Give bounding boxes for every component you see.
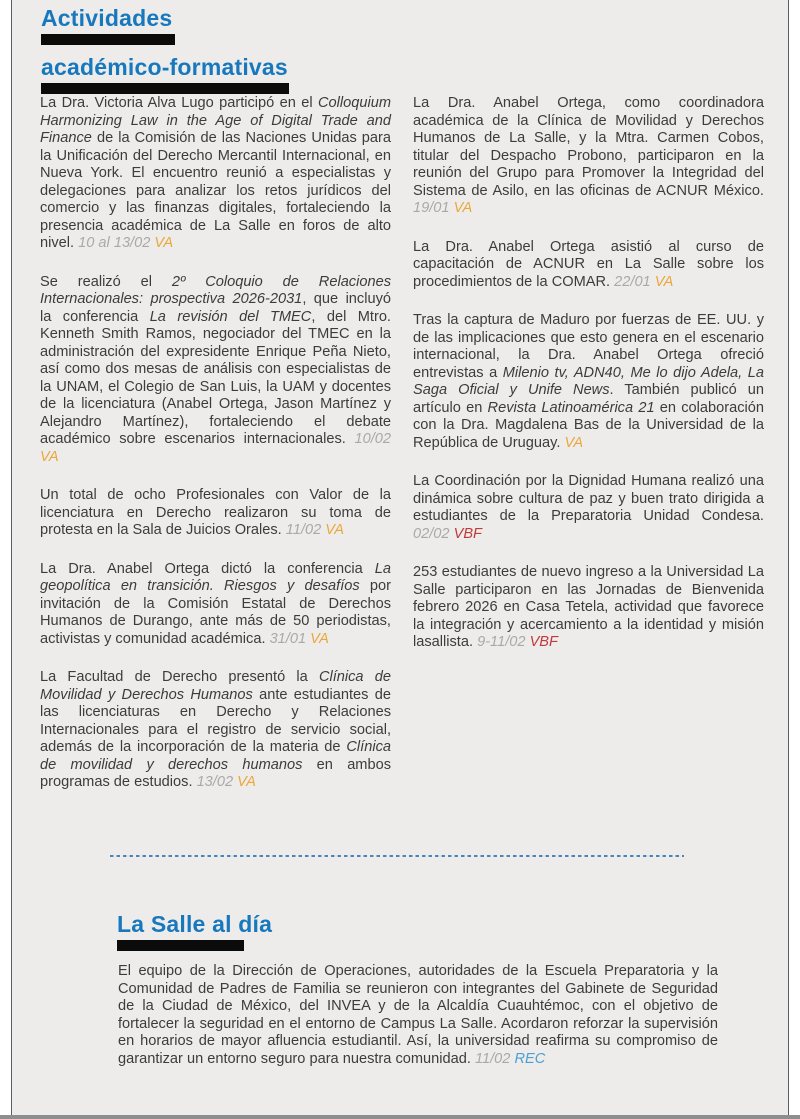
news-item bbox=[40, 95, 391, 253]
date-label: 10/02 bbox=[354, 431, 391, 447]
date-label: 11/02 bbox=[474, 1050, 511, 1067]
news-text: La Facultad de Derecho presentó la bbox=[40, 669, 319, 685]
news-text: . También publicó un artículo en bbox=[413, 382, 764, 416]
news-column-left bbox=[40, 95, 391, 813]
date-label: 19/01 bbox=[413, 200, 450, 216]
area-tag: VA bbox=[654, 273, 674, 290]
news-text: Clínica de Movilidad y Derechos Humanos bbox=[40, 669, 391, 703]
area-tag: VA bbox=[564, 434, 584, 451]
news-text: Revista Latinoamérica 21 bbox=[487, 399, 655, 416]
news-item bbox=[40, 669, 391, 792]
page-bottom-rule bbox=[0, 1115, 800, 1119]
news-text: La Dra. Victoria Alva Lugo participó en el bbox=[40, 95, 318, 111]
date-label: 10 al 13/02 bbox=[78, 235, 151, 251]
news-text: La Dra. Anabel Ortega dictó la conferencia bbox=[40, 560, 375, 577]
news-text: La Dra. Anabel Ortega asistió al curso de capacitación de ACNUR en La Salle sobre los procedimientos de la COMAR. bbox=[413, 238, 764, 290]
news-item bbox=[413, 564, 764, 652]
area-tag: VA bbox=[325, 522, 344, 538]
news-item bbox=[413, 239, 764, 292]
area-tag: VA bbox=[154, 235, 174, 251]
section-title-line1: Actividades bbox=[41, 5, 173, 31]
news-text: ante estudiantes de las licenciaturas en Derecho y Relaciones Internacionales para el registro de servicio social, además de la incorporación de la materia de bbox=[40, 686, 391, 755]
news-text: en ambos programas de estudios. bbox=[40, 756, 391, 790]
title-underline-bar bbox=[117, 940, 244, 951]
area-tag: VBF bbox=[453, 525, 482, 542]
news-text: La geopolítica en transición. Riesgos y desafíos bbox=[40, 560, 391, 594]
news-text: El equipo de la Dirección de Operaciones, autoridades de la Escuela Preparatoria y la Comunidad de Padres de Familia se reunieron con integrantes del Gabinete de Seguridad de la Ciudad de México, del INVEA y de la Alcaldía Cuauhtémoc, con el objetivo de fortalecer la seguridad en el entorno de Campus La Salle. Acordaron reforzar la supervisión en horarios de mayor afluencia estudiantil. Así, la universidad reafirma su compromiso de garantizar un entorno seguro para nuestra comunidad. bbox=[118, 963, 718, 1067]
news-text: La Coordinación por la Dignidad Humana realizó una dinámica sobre cultura de paz y buen trato dirigida a estudiantes de la Preparatoria Unidad Condesa. bbox=[413, 473, 764, 524]
news-item bbox=[413, 473, 764, 543]
date-label: 13/02 bbox=[196, 774, 234, 790]
news-text: La revisión del TMEC bbox=[149, 308, 312, 325]
date-label: 9-11/02 bbox=[477, 634, 526, 650]
news-text: por invitación de la Comisión Estatal de Derechos Humanos de Durango, ante más de 50 periodistas, activistas y comunidad académica. bbox=[40, 578, 391, 647]
area-tag: VA bbox=[237, 774, 256, 790]
news-text: La Dra. Anabel Ortega, como coordinadora académica de la Clínica de Movilidad y Derechos Humanos de La Salle, y la Mtra. Carmen Cobos, titular del Despacho Probono, participaron en la reunión del Grupo para Promover la Integridad del Sistema de Asilo, en las oficinas de ACNUR México. bbox=[413, 95, 764, 199]
area-tag: REC bbox=[514, 1050, 546, 1067]
news-text: Clínica de movilidad y derechos humanos bbox=[40, 739, 391, 773]
area-tag: VA bbox=[40, 448, 59, 465]
area-tag: VBF bbox=[529, 634, 558, 650]
news-column-right bbox=[413, 95, 764, 813]
news-text: Un total de ocho Profesionales con Valor de la licenciatura en Derecho realizaron su toma de protesta en la Sala de Juicios Orales. bbox=[40, 487, 391, 538]
date-label: 31/01 bbox=[269, 630, 307, 647]
la-salle-al-dia-body bbox=[118, 963, 718, 1068]
news-text: Colloquium Harmonizing Law in the Age of Digital Trade and Finance bbox=[40, 95, 391, 146]
title-underline-bar bbox=[41, 34, 175, 45]
page-sheet bbox=[11, 0, 789, 1119]
news-item bbox=[40, 561, 391, 649]
news-columns bbox=[40, 95, 764, 813]
news-text: 253 estudiantes de nuevo ingreso a la Universidad La Salle participaron en las Jornadas de Bienvenida febrero 2026 en Casa Tetela, actividad que favorece la integración y acercamiento a la identidad y misión lasallista. bbox=[413, 564, 764, 650]
news-item bbox=[40, 487, 391, 540]
section-header-la-salle-al-dia bbox=[117, 912, 272, 951]
news-text: Milenio tv, ADN40, Me lo dijo Adela, La Saga Oficial y Unife News bbox=[413, 364, 764, 398]
date-label: 02/02 bbox=[413, 525, 450, 542]
section-header-actividades bbox=[41, 6, 289, 94]
news-item bbox=[413, 312, 764, 452]
news-text: , del Mtro. Kenneth Smith Ramos, negociador del TMEC en la administración del expresidente Enrique Peña Nieto, así como dos mesas de análisis con especialistas de la UNAM, el Colegio de San Luis, la UAM y docentes de la licenciatura (Anabel Ortega, Jason Martínez y Alejandro Martínez), fortaleciendo el debate académico sobre escenarios internacionales. bbox=[40, 308, 391, 447]
date-label: 11/02 bbox=[285, 522, 322, 538]
section-title-line2: académico-formativas bbox=[41, 54, 288, 80]
news-text: de la Comisión de las Naciones Unidas para la Unificación del Derecho Mercantil Internacional, en Nueva York. El encuentro reunió a especialistas y delegaciones para analizar los retos jurídicos del comercio y las finanzas digitales, fortaleciendo la presencia académica de La Salle en foros de alto nivel. bbox=[40, 130, 391, 251]
news-item bbox=[40, 274, 391, 467]
title-underline-bar bbox=[41, 83, 289, 94]
news-item bbox=[118, 963, 718, 1068]
news-item bbox=[413, 95, 764, 218]
area-tag: VA bbox=[453, 200, 473, 216]
news-text: 2º Coloquio de Relaciones Internacionales: prospectiva 2026-2031 bbox=[40, 273, 391, 307]
news-text: en colaboración con la Dra. Magdalena Bas de la Universidad de la República de Uruguay. bbox=[413, 399, 764, 451]
section-title: La Salle al día bbox=[117, 911, 273, 937]
news-text: Se realizó el bbox=[40, 273, 172, 290]
area-tag: VA bbox=[310, 630, 329, 647]
news-text: Tras la captura de Maduro por fuerzas de EE. UU. y de las implicaciones que esto genera en el escenario internacional, la Dra. Anabel Ortega ofreció entrevistas a bbox=[413, 312, 764, 381]
news-text: , que incluyó la conferencia bbox=[40, 291, 391, 325]
date-label: 22/01 bbox=[614, 273, 651, 290]
section-divider bbox=[110, 855, 684, 857]
